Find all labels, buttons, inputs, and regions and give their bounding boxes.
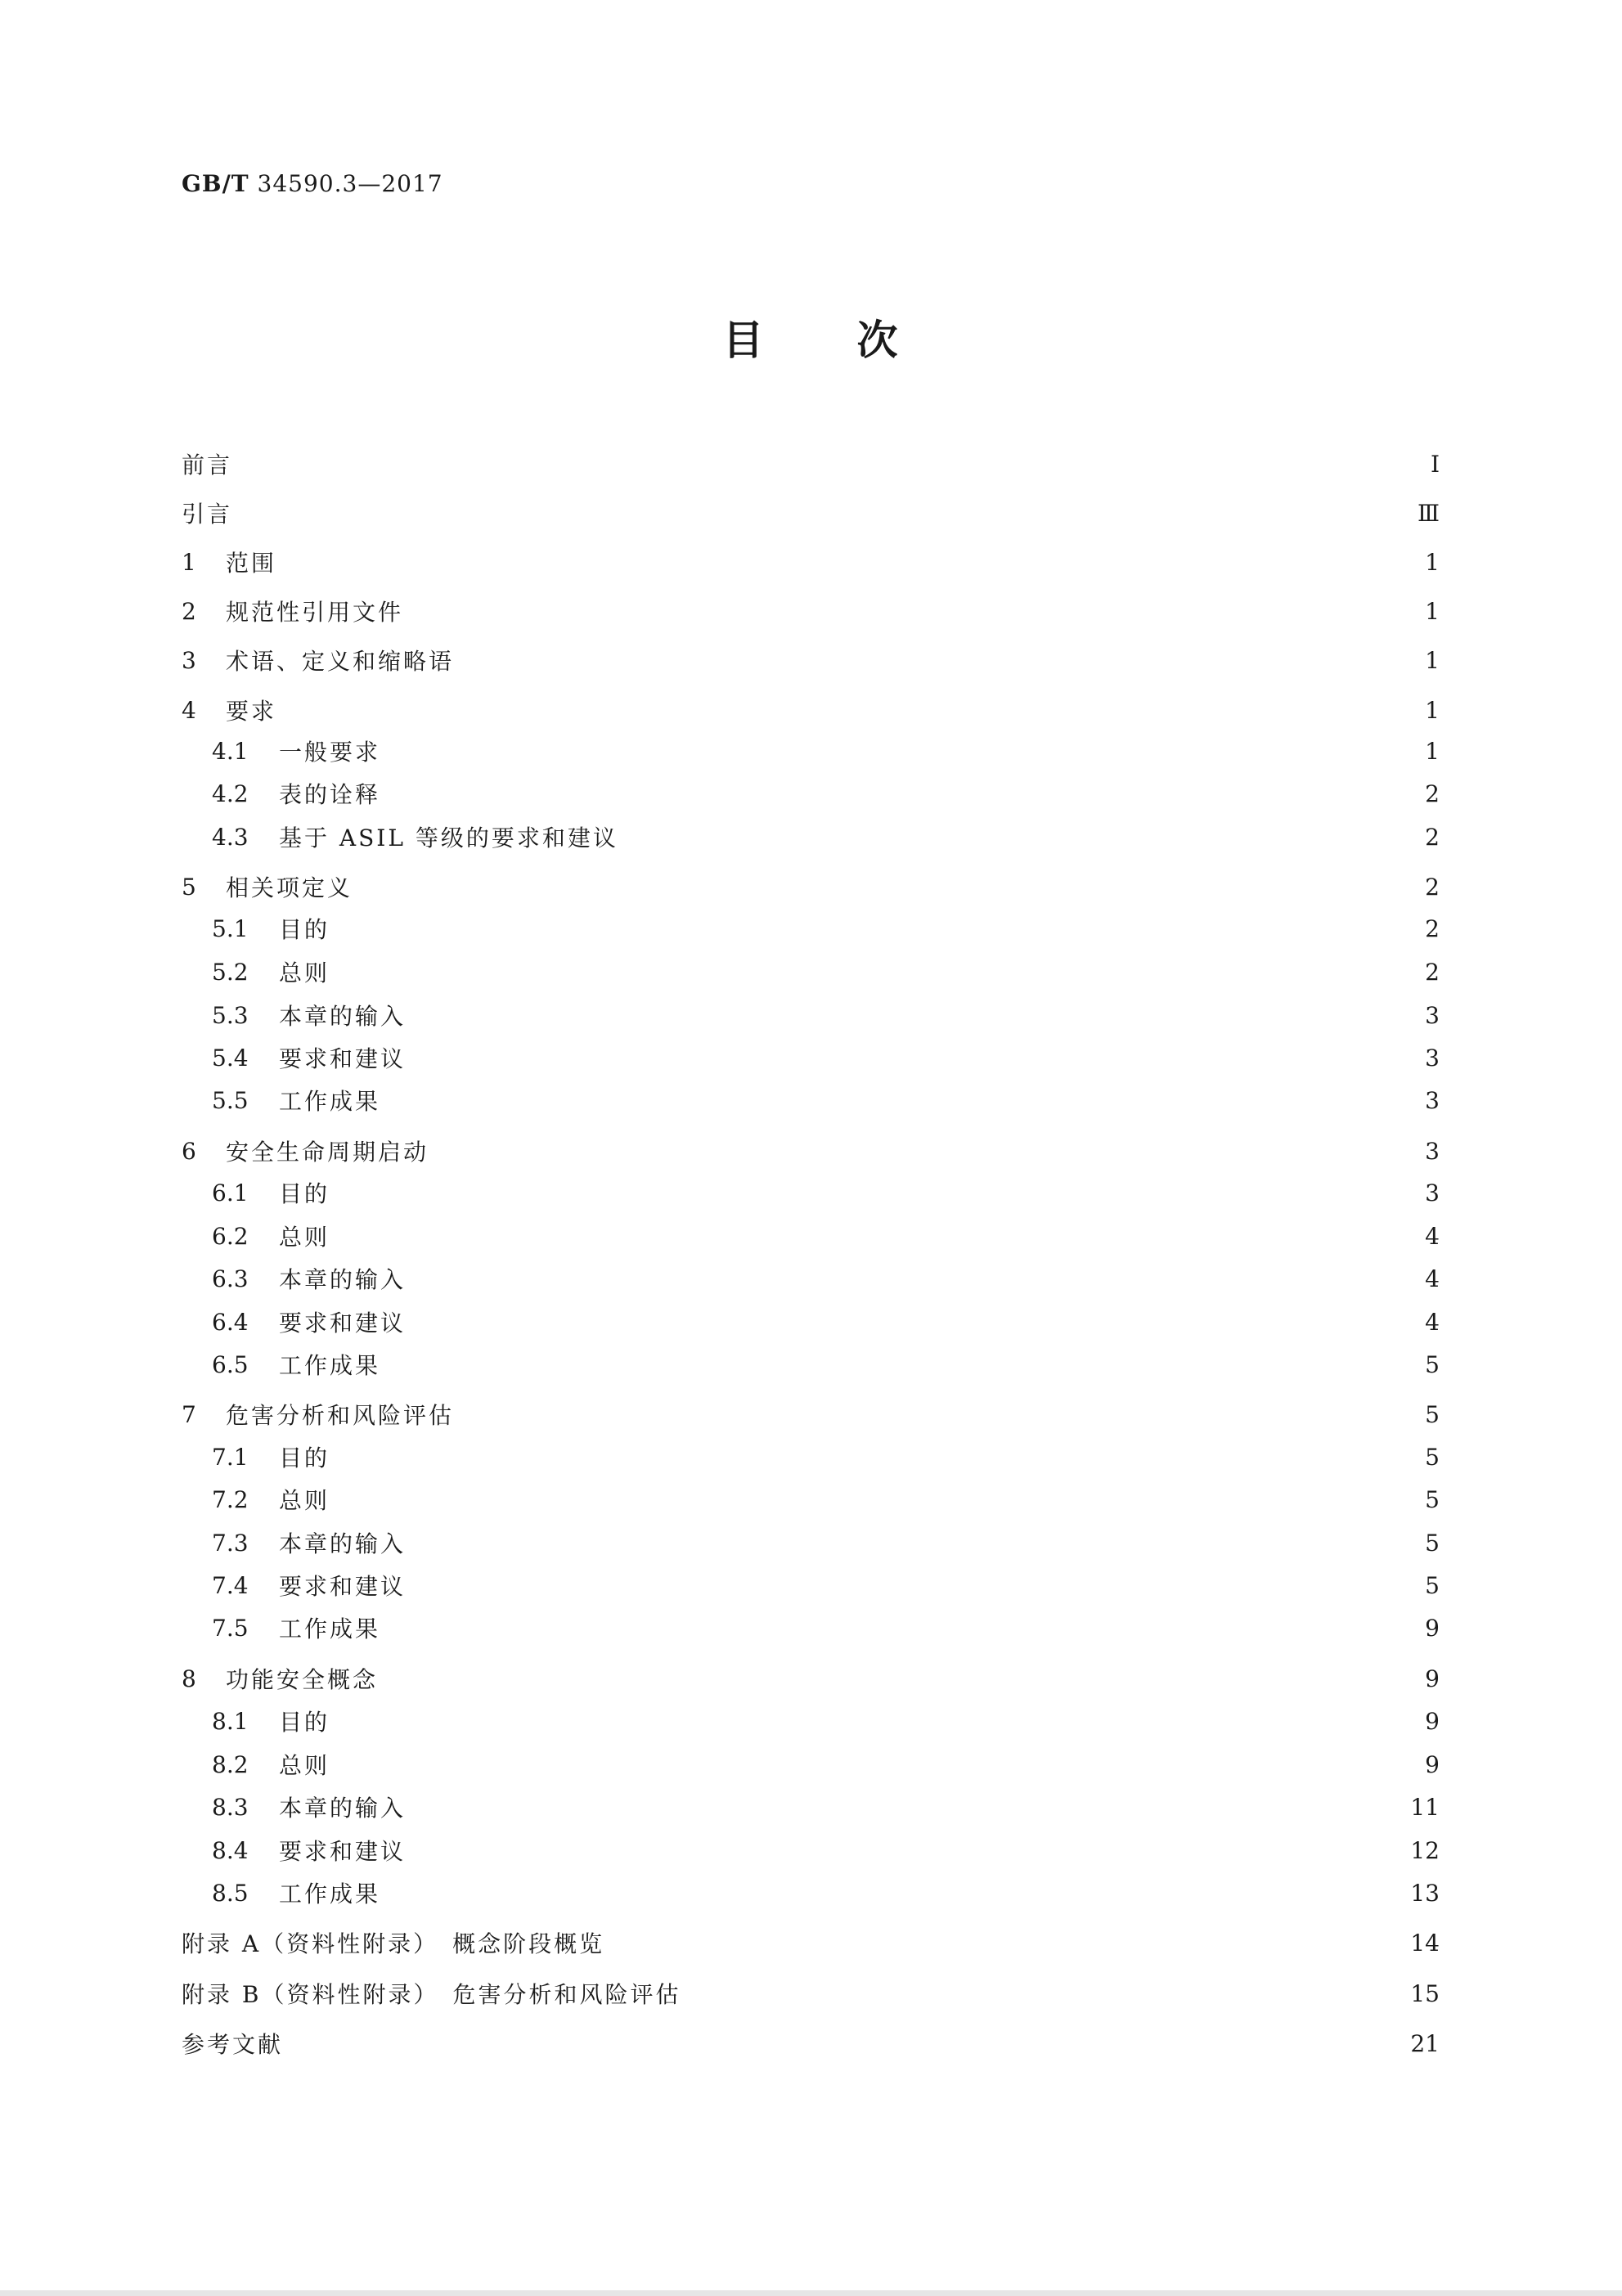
toc-dot-leader (244, 447, 1422, 480)
toc-entry-page-number: 5 (1425, 1350, 1440, 1378)
toc-entry-page-number: 5 (1425, 1443, 1440, 1471)
toc-entry[interactable] (212, 1483, 1440, 1516)
toc-dot-leader (415, 595, 1417, 627)
toc-entry-label: 工作成果 (279, 1352, 381, 1379)
toc-entry-label: 一般要求 (279, 739, 381, 766)
toc-entry-label: 要求 (226, 698, 277, 725)
toc-entry[interactable] (182, 1135, 1440, 1167)
toc-dot-leader (244, 496, 1409, 529)
toc-entry[interactable] (212, 735, 1440, 767)
toc-dot-leader (341, 1748, 1417, 1781)
toc-title-char-1: 目 (722, 316, 766, 364)
toc-entry-number: 7 (182, 1400, 196, 1428)
toc-entry[interactable] (212, 1526, 1440, 1559)
toc-entry[interactable] (212, 955, 1440, 988)
toc-entry[interactable] (212, 1084, 1440, 1117)
toc-entry-page-number: 9 (1425, 1750, 1440, 1778)
toc-entry-number: 6.3 (212, 1265, 249, 1292)
toc-dot-leader (440, 1135, 1417, 1167)
toc-dot-leader (392, 1876, 1402, 1909)
toc-entry-number: 5.5 (212, 1086, 249, 1114)
toc-title-char-2: 次 (856, 316, 900, 364)
toc-entry[interactable] (182, 1662, 1440, 1695)
toc-entry[interactable] (212, 1748, 1440, 1781)
toc-entry-number: 4 (182, 696, 196, 724)
toc-entry-page-number: 14 (1410, 1929, 1440, 1957)
toc-entry[interactable] (182, 496, 1440, 529)
toc-entry-label: 危害分析和风险评估 (226, 1402, 455, 1429)
toc-entry-number: 6.4 (212, 1308, 249, 1336)
toc-dot-leader (692, 1977, 1402, 2010)
toc-entry-number: 5.4 (212, 1044, 249, 1072)
toc-entry[interactable] (212, 1834, 1440, 1867)
toc-dot-leader (341, 1483, 1417, 1516)
toc-entry-page-number: 4 (1425, 1308, 1440, 1336)
toc-entry-page-number: 2 (1425, 958, 1440, 986)
toc-entry-number: 5.2 (212, 958, 249, 986)
toc-entry-label: 总则 (279, 1224, 330, 1251)
toc-dot-leader (465, 1398, 1417, 1431)
toc-dot-leader (392, 1084, 1417, 1117)
toc-entry-page-number: 5 (1425, 1485, 1440, 1513)
toc-entry-label: 范围 (226, 550, 277, 577)
toc-entry-page-number: 9 (1425, 1665, 1440, 1692)
toc-entry-page-number: 1 (1425, 597, 1440, 625)
toc-entry-label: 总则 (279, 1752, 330, 1779)
toc-entry-page-number: 3 (1425, 1001, 1440, 1029)
toc-dot-leader (392, 777, 1417, 810)
toc-dot-leader (341, 1440, 1417, 1473)
toc-entry-page-number: 2 (1425, 914, 1440, 942)
toc-entry-number: 6.5 (212, 1350, 249, 1378)
toc-entry[interactable] (212, 1262, 1440, 1295)
toc-dot-leader (341, 1176, 1417, 1209)
toc-entry[interactable] (182, 447, 1440, 480)
toc-entry[interactable] (182, 1977, 1440, 2010)
toc-entry-number: 6.2 (212, 1222, 249, 1250)
toc-entry-label: 目的 (279, 1445, 330, 1472)
toc-entry-page-number: 2 (1425, 780, 1440, 807)
toc-entry-page-number: 9 (1425, 1707, 1440, 1735)
toc-entry-page-number: 3 (1425, 1137, 1440, 1165)
page-bottom-edge (0, 2290, 1622, 2296)
toc-entry[interactable] (182, 644, 1440, 676)
toc-entry-label: 本章的输入 (279, 1530, 407, 1557)
toc-entry[interactable] (182, 694, 1440, 726)
toc-entry-label: 附录 A（资料性附录） 概念阶段概览 (182, 1930, 605, 1957)
toc-entry-page-number: 21 (1410, 2029, 1440, 2057)
toc-entry[interactable] (212, 1305, 1440, 1338)
toc-entry-page-number: 3 (1425, 1179, 1440, 1206)
toc-entry-page-number: 3 (1425, 1086, 1440, 1114)
toc-entry-number: 8.4 (212, 1836, 249, 1864)
toc-entry-page-number: 4 (1425, 1222, 1440, 1250)
toc-dot-leader (341, 955, 1417, 988)
toc-entry-page-number: 1 (1425, 548, 1440, 576)
toc-dot-leader (364, 870, 1417, 903)
toc-entry[interactable] (212, 1348, 1440, 1381)
toc-entry[interactable] (182, 1926, 1440, 1959)
toc-entry[interactable] (212, 1440, 1440, 1473)
toc-entry-label: 目的 (279, 916, 330, 943)
toc-entry-label: 术语、定义和缩略语 (226, 648, 455, 675)
toc-entry-page-number: 11 (1410, 1793, 1440, 1821)
toc-entry-label: 本章的输入 (279, 1266, 407, 1293)
toc-dot-leader (392, 735, 1417, 767)
toc-entry-page-number: 15 (1410, 1979, 1440, 2007)
toc-entry[interactable] (182, 1398, 1440, 1431)
toc-dot-leader (417, 1041, 1417, 1074)
toc-entry[interactable] (212, 1041, 1440, 1074)
toc-entry-page-number: 9 (1425, 1614, 1440, 1642)
toc-entry-page-number: Ⅰ (1430, 450, 1440, 478)
toc-entry[interactable] (212, 1876, 1440, 1909)
toc-entry-label: 基于 ASIL 等级的要求和建议 (279, 824, 618, 851)
toc-entry-number: 7.1 (212, 1443, 249, 1471)
toc-entry-label: 工作成果 (279, 1880, 381, 1907)
toc-entry-page-number: 12 (1410, 1836, 1440, 1864)
toc-entry-page-number: 1 (1425, 737, 1440, 765)
toc-entry-number: 6.1 (212, 1179, 249, 1206)
toc-entry[interactable] (182, 595, 1440, 627)
toc-entry-label: 本章的输入 (279, 1003, 407, 1030)
toc-entry-number: 7.2 (212, 1485, 249, 1513)
toc-dot-leader (294, 2027, 1402, 2060)
toc-entry-label: 本章的输入 (279, 1795, 407, 1822)
toc-entry-page-number: 4 (1425, 1265, 1440, 1292)
toc-entry-label: 工作成果 (279, 1615, 381, 1642)
toc-entry-label: 工作成果 (279, 1088, 381, 1115)
toc-entry-page-number: 3 (1425, 1044, 1440, 1072)
toc-entry-page-number: 1 (1425, 696, 1440, 724)
toc-entry-number: 7.3 (212, 1529, 249, 1557)
toc-entry-page-number: 5 (1425, 1571, 1440, 1599)
toc-entry-label: 规范性引用文件 (226, 599, 404, 626)
toc-entry-number: 3 (182, 646, 196, 674)
toc-entry[interactable] (212, 999, 1440, 1031)
toc-dot-leader (341, 912, 1417, 945)
toc-entry[interactable] (212, 1569, 1440, 1602)
toc-entry[interactable] (212, 1611, 1440, 1644)
toc-entry-page-number: 2 (1425, 873, 1440, 901)
toc-entry-label: 表的诠释 (279, 781, 381, 808)
toc-entry-label: 要求和建议 (279, 1573, 407, 1600)
toc-entry-number: 8.1 (212, 1707, 249, 1735)
toc-entry-number: 5 (182, 873, 196, 901)
toc-dot-leader (465, 644, 1417, 676)
toc-entry-page-number: 2 (1425, 823, 1440, 851)
toc-dot-leader (417, 1262, 1417, 1295)
toc-dot-leader (392, 1611, 1417, 1644)
toc-entry[interactable] (212, 1220, 1440, 1252)
toc-entry-label: 总则 (279, 1487, 330, 1514)
toc-entry-number: 8.5 (212, 1879, 249, 1907)
toc-entry-number: 1 (182, 548, 196, 576)
toc-entry-label: 要求和建议 (279, 1310, 407, 1337)
toc-entry-label: 功能安全概念 (226, 1666, 379, 1693)
toc-dot-leader (417, 1791, 1402, 1823)
toc-entry-number: 8.2 (212, 1750, 249, 1778)
toc-entry-page-number: 1 (1425, 646, 1440, 674)
toc-entry-page-number: 13 (1410, 1879, 1440, 1907)
toc-dot-leader (417, 1569, 1417, 1602)
toc-entry-label: 总则 (279, 959, 330, 986)
standard-number: 34590.3—2017 (257, 170, 443, 197)
toc-entry-label: 附录 B（资料性附录） 危害分析和风险评估 (182, 1981, 681, 2008)
toc-entry[interactable] (212, 912, 1440, 945)
toc-dot-leader (288, 546, 1417, 578)
toc-entry-number: 6 (182, 1137, 196, 1165)
toc-entry[interactable] (212, 820, 1440, 853)
toc-entry-label: 目的 (279, 1180, 330, 1207)
toc-entry[interactable] (182, 870, 1440, 903)
toc-entry-label: 引言 (182, 501, 233, 528)
standard-prefix: GB/T (182, 170, 249, 197)
toc-entry-number: 2 (182, 597, 196, 625)
toc-entry-number: 7.4 (212, 1571, 249, 1599)
toc-dot-leader (389, 1662, 1417, 1695)
toc-entry-number: 4.3 (212, 823, 249, 851)
toc-entry-number: 5.3 (212, 1001, 249, 1029)
toc-entry-label: 前言 (182, 452, 233, 479)
toc-entry-page-number: 5 (1425, 1400, 1440, 1428)
toc-entry-number: 7.5 (212, 1614, 249, 1642)
toc-entry[interactable] (212, 1176, 1440, 1209)
toc-entry-number: 5.1 (212, 914, 249, 942)
toc-dot-leader (417, 1526, 1417, 1559)
toc-dot-leader (288, 694, 1417, 726)
toc-entry-label: 目的 (279, 1709, 330, 1736)
toc-entry-number: 4.1 (212, 737, 249, 765)
toc-entry[interactable] (212, 1791, 1440, 1823)
toc-dot-leader (417, 999, 1417, 1031)
toc-entry[interactable] (212, 1705, 1440, 1737)
toc-dot-leader (630, 820, 1417, 853)
toc-entry-label: 参考文献 (182, 2031, 284, 2058)
toc-entry[interactable] (182, 2027, 1440, 2060)
toc-dot-leader (341, 1220, 1417, 1252)
toc-entry-number: 8.3 (212, 1793, 249, 1821)
toc-dot-leader (341, 1705, 1417, 1737)
toc-entry-label: 要求和建议 (279, 1838, 407, 1865)
toc-dot-leader (417, 1305, 1417, 1338)
toc-dot-leader (616, 1926, 1402, 1959)
toc-entry-number: 4.2 (212, 780, 249, 807)
toc-entry-page-number: Ⅲ (1417, 499, 1440, 527)
toc-dot-leader (417, 1834, 1402, 1867)
toc-entry-label: 安全生命周期启动 (226, 1139, 429, 1166)
toc-entry[interactable] (182, 546, 1440, 578)
toc-entry-label: 要求和建议 (279, 1045, 407, 1072)
toc-dot-leader (392, 1348, 1417, 1381)
toc-entry-label: 相关项定义 (226, 874, 353, 901)
toc-entry-number: 8 (182, 1665, 196, 1692)
toc-entry-page-number: 5 (1425, 1529, 1440, 1557)
toc-entry[interactable] (212, 777, 1440, 810)
